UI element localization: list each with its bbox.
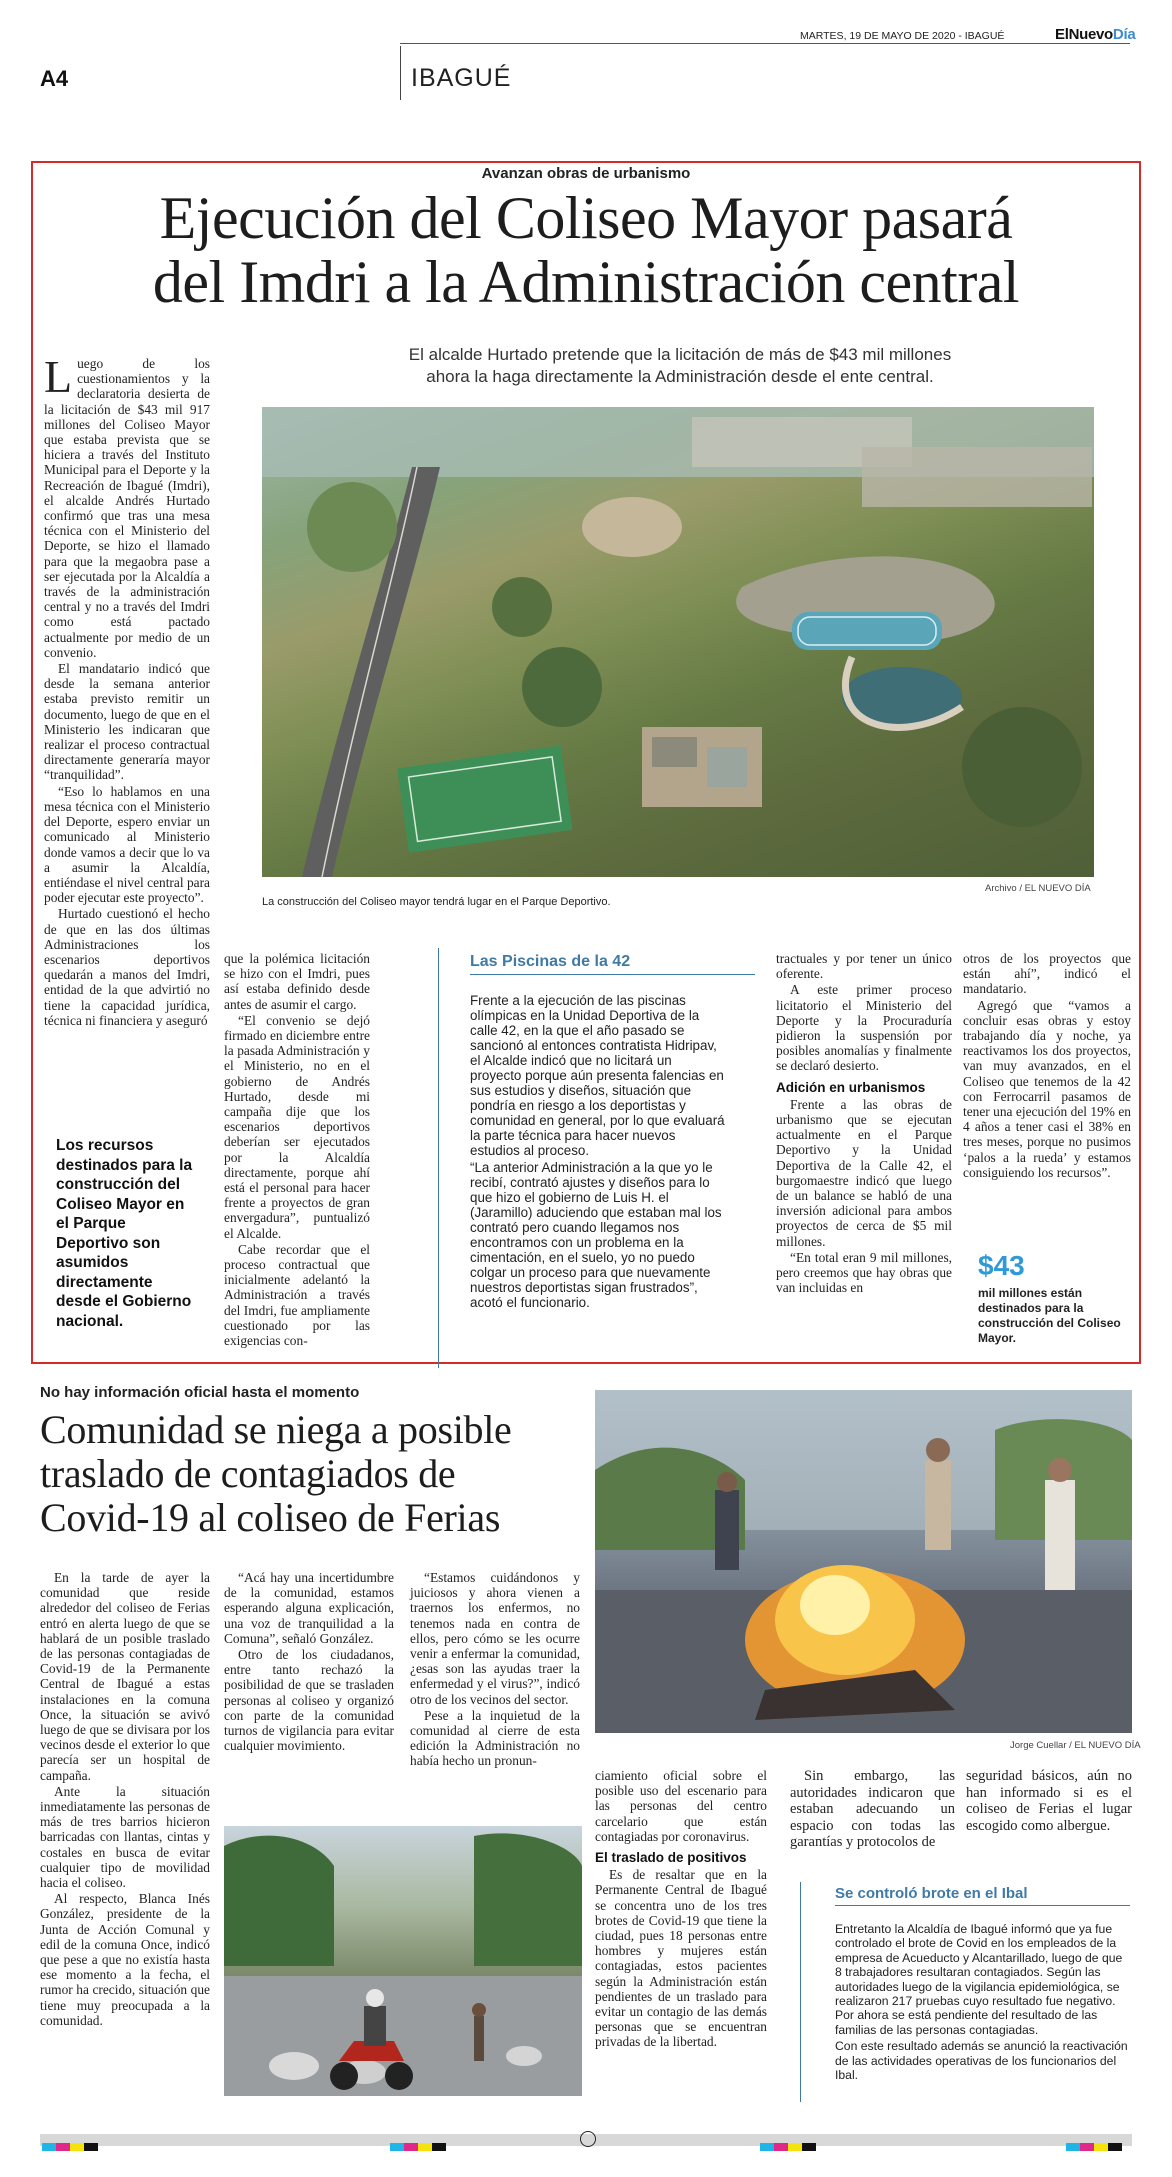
second-headline: Comunidad se niega a posible traslado de contagiados de Covid-19 al coliseo de Ferias [40, 1407, 512, 1540]
sidebar-piscinas-body: Frente a la ejecución de las piscinas olímpicas en la Unidad Deportiva de la calle 42, en la que el año pasado se sancionó al entonces contratista Hidripav, el Alcalde indicó que no licitará un proyecto porque aún presenta falencias en sus estudios y diseños, situación que pondría en riesgo a los deportistas y comunidad en general, por lo que evaluará la parte técnica para hacer nuevos estudios al proceso. “La anterior Administración a la que yo le recibí, contrató ajustes y diseños para lo que hizo el gobierno de Luis H. el (Jaramillo) aduciendo que estaban mal los contrató pero cuando llegamos nos encontramos con un problema en la cimentación, en el suelo, yo no puedo colgar un proceso para que nuevamente nuestros deportistas sigan frustrados”, acotó el funcionario. [470, 993, 725, 1310]
sidebar-bracket [438, 948, 447, 1368]
header-rule [400, 43, 1130, 44]
color-swatches-right [1066, 2136, 1122, 2155]
main-kicker: Avanzan obras de urbanismo [481, 165, 691, 182]
section-divider [400, 46, 401, 100]
main-col-4: tractuales y por tener un único oferente. A este primer proceso licitatorio el Ministerio del Deporte y la Procuraduría pidieron la suspensión por posibles anomalías y finalmente se declaró desierto. Adición en urbanismos Frente a las obras de urbanismo que se ejecutan actualmente en el Parque Deportivo y la Unidad Deportiva de la Calle 42, el burgomaestre indicó que luego de un balance se habló de una inversión adicional para ambos proyectos de cerca de $5 mil millones. “En total eran 9 mil millones, pero creemos que hay obras que van incluidas en [776, 951, 952, 1296]
header-date: MARTES, 19 DE MAYO DE 2020 - IBAGUÉ [800, 30, 1005, 42]
photo-credit-barricade: Jorge Cuellar / EL NUEVO DÍA [1010, 1740, 1141, 1751]
ibal-sidebar-bracket [800, 1882, 809, 2102]
stat-value: $43 [978, 1250, 1025, 1281]
pullquote: Los recursos destinados para la construcción del Coliseo Mayor en el Parque Deportivo son asumidos directamente desde el Gobierno nacional. [56, 1137, 193, 1330]
main-deck: El alcalde Hurtado pretende que la licitación de más de $43 mil millones ahora la haga directamente la Administración desde el ente central. [408, 345, 952, 386]
aerial-photo-art [262, 407, 1094, 877]
ibal-sidebar-body: Entretanto la Alcaldía de Ibagué informó que ya fue controlado el brote de Covid en los empleados de la empresa de Acueducto y Alcantarillado, luego de que 8 trabajadores resultaran contagiados. Según las autoridades luego de la vigilancia epidemiológica, se realizaron 217 pruebas cuyo resultado fue negativo. Por ahora se está pendiente del resultado de las familias de las personas contagiadas. Con este resultado además se anunció la reactivación de las actividades operativas de los funcionarios del Ibal. [835, 1922, 1128, 2083]
color-swatches-mid-left [390, 2136, 446, 2155]
photo-caption-aerial: La construcción del Coliseo mayor tendrá lugar en el Parque Deportivo. [262, 896, 611, 908]
second-col-6: seguridad básicos, aún no han informado si es el coliseo de Ferias el lugar escogido como albergue. [966, 1768, 1132, 1834]
subhead-traslado: El traslado de positivos [595, 1850, 747, 1866]
sidebar-title-ibal: Se controló brote en el Ibal [835, 1885, 1028, 1902]
second-col-5: Sin embargo, las autoridades indicaron que estaban adecuando un espacio con todas las garantías y protocolos de [790, 1768, 955, 1850]
motorcycle-street-photo [224, 1826, 582, 2096]
sidebar-title-piscinas: Las Piscinas de la 42 [470, 953, 631, 970]
section-title: IBAGUÉ [411, 64, 512, 92]
main-col-1: Luego de los cuestionamientos y la declaratoria desierta de la licitación de $43 mil 917 millones del Coliseo Mayor que estaba prevista que se hiciera a través del Instituto Municipal para el Deporte y la Recreación de Ibagué (Imdri), el alcalde Andrés Hurtado confirmó que tras una mesa técnica con el Ministerio del Deporte, se hizo el llamado para que la megaobra pase a ser ejecutada por la Alcaldía a través de la administración central y no a través del Imdri como está pactado actualmente por medio de un convenio. El mandatario indicó que desde la semana anterior estaba previsto remitir un documento, luego de que en el Ministerio les indicaran que realizar el proceso contractual directamente generaría mayor “tranquilidad”. “Eso lo hablamos en una mesa técnica con el Ministerio del Deporte, espero enviar un comunicado al Ministerio donde vamos a decir que lo va a asumir la Alcaldía, entiéndase el nivel central para poder ejecutar este proyecto”. Hurtado cuestionó el hecho de que en las dos últimas Administraciones los escenarios deportivos quedarán a manos del Imdri, entidad de la que advirtió no tiene la capacidad jurídica, técnica ni financiera y aseguró [44, 351, 210, 1028]
sidebar-title-rule [470, 974, 755, 975]
ibal-title-rule [835, 1905, 1130, 1906]
color-swatches-mid-right [760, 2136, 816, 2155]
main-headline: Ejecución del Coliseo Mayor pasará del Imdri a la Administración central [152, 185, 1020, 315]
main-col-5: otros de los proyectos que están ahí”, indicó el mandatario. Agregó que “vamos a concluir esas obras y estoy trabajando día y noche, ya reactivamos los dos proyectos, van muy avanzados, en el Coliseo que tenemos de la 42 con Ferrocarril pasamos de tener una ejecución del 19% en 4 años a tener casi el 38% en tres meses, porque no pusimos ‘palos a la rueda’ y estamos consiguiendo los recursos”. [963, 951, 1131, 1180]
second-col-3: “Estamos cuidándonos y juiciosos y ahora vienen a traernos los enfermos, no tenemos nada en contra de ellos, pero cómo se les ocurre venir a enfermar la comunidad, ¿esas son las ayudas traer la enfermedad y el virus?”, indicó otro de los vecinos del sector. Pese a la inquietud de la comunidad al cierre de esta edición la Administración no había hecho un pronun- [410, 1570, 580, 1769]
motorcycle-photo-art [224, 1826, 582, 2096]
page-number: A4 [40, 66, 69, 91]
subhead-urbanismo: Adición en urbanismos [776, 1079, 926, 1095]
color-swatches-left [42, 2136, 98, 2155]
main-col-2: que la polémica licitación se hizo con el Imdri, pues así estaba definido desde antes de asumir el cargo. “El convenio se dejó firmado en diciembre entre la pasada Administración y el Ministerio, no en el gobierno de Andrés Hurtado, desde mi campaña dije que los escenarios deportivos deberían ser ejecutados por la Alcaldía directamente, porque ahí está el personal para hacer frente a proyectos de gran envergadura”, puntualizó el Alcalde. Cabe recordar que el proceso contractual que inicialmente adelantó la Administración a través del Imdri, fue ampliamente cuestionado por las exigencias con- [224, 951, 370, 1349]
second-kicker: No hay información oficial hasta el momento [40, 1384, 360, 1401]
burning-barricade-photo [595, 1390, 1132, 1733]
aerial-park-photo [262, 407, 1094, 877]
photo-credit-aerial: Archivo / EL NUEVO DÍA [985, 883, 1091, 894]
registration-mark [580, 2131, 596, 2147]
second-col-1: En la tarde de ayer la comunidad que reside alrededor del coliseo de Ferias entró en alerta luego de que se hablará de un posible traslado de las personas contagiadas de Covid-19 de la Permanente Central de Ibagué a estas instalaciones en la comuna Once, la situación se avivó luego de que se divisara por los vecinos desde el exterior lo que parecía ser un hospital de campaña. Ante la situación inmediatamente las personas de más de tres barrios hicieron barricadas con llantas, cintas y costales en busca de evitar cualquier tipo de movilidad hacia el coliseo. Al respecto, Blanca Inés González, presidente de la Junta de Acción Comunal y edil de la comuna Once, indicó que pese a que no existía hasta ese momento a la fecha, el rumor ha crecido, situación que tiene muy preocupada a la comunidad. [40, 1570, 210, 2028]
second-col-2: “Acá hay una incertidumbre de la comunidad, estamos esperando alguna explicación, una voz de tranquilidad a la Comuna”, señaló González. Otro de los ciudadanos, entre tanto rechazó la posibilidad de que se trasladen personas al coliseo y organizó con parte de la comunidad turnos de vigilancia para evitar cualquier movimiento. [224, 1570, 394, 1754]
dropcap: L [44, 351, 73, 402]
barricade-photo-art [595, 1390, 1132, 1733]
second-col-4: ciamiento oficial sobre el posible uso del escenario para las personas del centro carcelario que están contagiadas por coronavirus. El traslado de positivos Es de resaltar que en la Permanente Central de Ibagué se concentra uno de los tres brotes de Covid-19 que tiene la ciudad, pues 18 personas entre hombres y mujeres están contagiadas, estos pacientes según la Administración están pendientes de un traslado para evitar un contagio de las demás personas que se encuentran privadas de la libertad. [595, 1768, 767, 2050]
brand-logo: ElNuevoDía [1055, 26, 1136, 43]
stat-text: mil millones están destinados para la construcción del Coliseo Mayor. [978, 1286, 1121, 1345]
